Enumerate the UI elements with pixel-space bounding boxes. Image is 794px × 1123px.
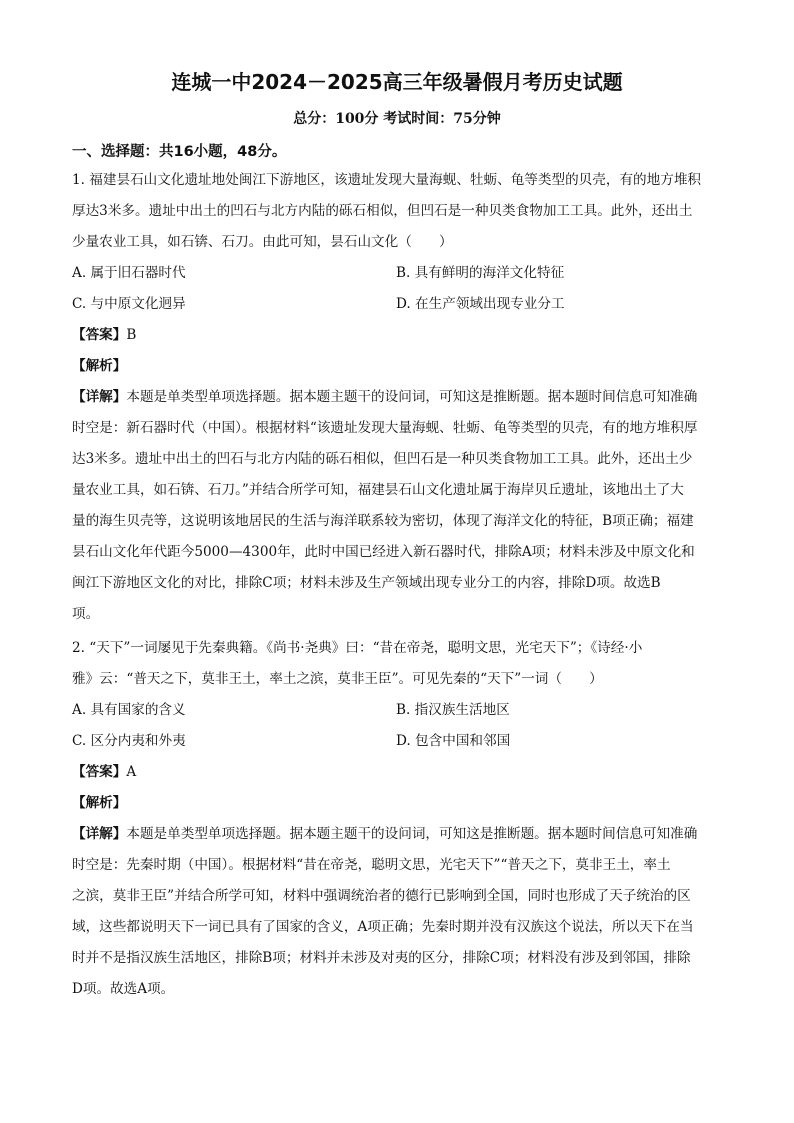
question-1-detail	[72, 382, 722, 630]
stem-line: 少量农业工具，如石锛、石刀。由此可知，昙石山文化（ ）	[72, 234, 453, 250]
option-c: C. 区分内夷和外夷	[72, 733, 186, 749]
question-2-detail	[72, 819, 722, 1005]
question-2-analysis-label: 【解析】	[72, 795, 127, 811]
exam-info: 总分：100分 考试时间：75分钟	[293, 111, 501, 127]
question-2-answer	[72, 757, 136, 788]
option-b: B. 具有鲜明的海洋文化特征	[396, 265, 565, 281]
option-c: C. 与中原文化迥异	[72, 296, 186, 312]
detail-line: 量农业工具，如石锛、石刀。”并结合所学可知，福建昙石山文化遗址属于海岸贝丘遗址，该地出土了大	[72, 482, 684, 498]
question-2-stem	[72, 633, 722, 695]
detail-line: 闽江下游地区文化的对比，排除C项；材料未涉及生产领域出现专业分工的内容，排除D项。故选B	[72, 575, 661, 591]
question-1-analysis-label: 【解析】	[72, 358, 127, 374]
answer-value: A	[126, 764, 137, 780]
detail-line: D项。故选A项。	[72, 981, 175, 997]
option-a: A. 具有国家的含义	[72, 702, 186, 718]
question-1-answer	[72, 320, 136, 351]
option-a: A. 属于旧石器时代	[72, 265, 186, 281]
detail-line: 量的海生贝壳等，这说明该地居民的生活与海洋联系较为密切，体现了海洋文化的特征，B项正确；福建	[72, 513, 694, 529]
stem-line: 厚达3米多。遗址中出土的凹石与北方内陆的砾石相似，但凹石是一种贝类食物加工工具。此外，还出土	[72, 203, 693, 219]
stem-line: 1. 福建昙石山文化遗址地处闽江下游地区，该遗址发现大量海蚬、牡蛎、龟等类型的贝壳，有的地方堆积	[72, 172, 702, 188]
detail-line: 【详解】本题是单类型单项选择题。据本题主题干的设问词，可知这是推断题。据本题时间信息可知准确	[72, 826, 698, 842]
detail-line: 昙石山文化年代距今5000—4300年，此时中国已经进入新石器时代，排除A项；材料未涉及中原文化和	[72, 544, 695, 560]
detail-line: 时并不是指汉族生活地区，排除B项；材料并未涉及对夷的区分，排除C项；材料没有涉及到邻国，排除	[72, 950, 691, 966]
answer-label: 【答案】	[72, 327, 127, 343]
detail-line: 时空是：先秦时期（中国）。根据材料“昔在帝尧，聪明文思，光宅天下”“普天之下，莫非王土，率土	[72, 857, 671, 873]
section-heading: 一、选择题：共16小题，48分。	[72, 144, 287, 160]
question-1-options	[72, 258, 722, 320]
detail-line: 项。	[72, 606, 100, 622]
stem-line: 2. “天下”一词屡见于先秦典籍。《尚书·尧典》曰：“昔在帝尧，聪明文思，光宅天下”；《诗经·小	[72, 640, 643, 656]
detail-line: 之滨，莫非王臣”并结合所学可知，材料中强调统治者的德行已影响到全国，同时也形成了天子统治的区	[72, 888, 691, 904]
answer-value: B	[126, 327, 137, 343]
answer-label: 【答案】	[72, 764, 127, 780]
option-b: B. 指汉族生活地区	[396, 702, 510, 718]
question-1-stem	[72, 165, 722, 258]
question-2-options	[72, 695, 722, 757]
stem-line: 雅》云：“普天之下，莫非王土，率土之滨，莫非王臣”。可见先秦的“天下”一词（ ）	[72, 671, 603, 687]
page-title: 连城一中2024－2025高三年级暑假月考历史试题	[171, 70, 623, 94]
detail-line: 时空是：新石器时代（中国）。根据材料“该遗址发现大量海蚬、牡蛎、龟等类型的贝壳，有的地方堆积厚	[72, 420, 698, 436]
detail-line: 【详解】本题是单类型单项选择题。据本题主题干的设问词，可知这是推断题。据本题时间信息可知准确	[72, 389, 698, 405]
detail-line: 域，这些都说明天下一词已具有了国家的含义，A项正确；先秦时期并没有汉族这个说法，所以天下在当	[72, 919, 694, 935]
option-d: D. 在生产领域出现专业分工	[396, 296, 565, 312]
option-d: D. 包含中国和邻国	[396, 733, 511, 749]
detail-line: 达3米多。遗址中出土的凹石与北方内陆的砾石相似，但凹石是一种贝类食物加工工具。此外，还出土少	[72, 451, 693, 467]
